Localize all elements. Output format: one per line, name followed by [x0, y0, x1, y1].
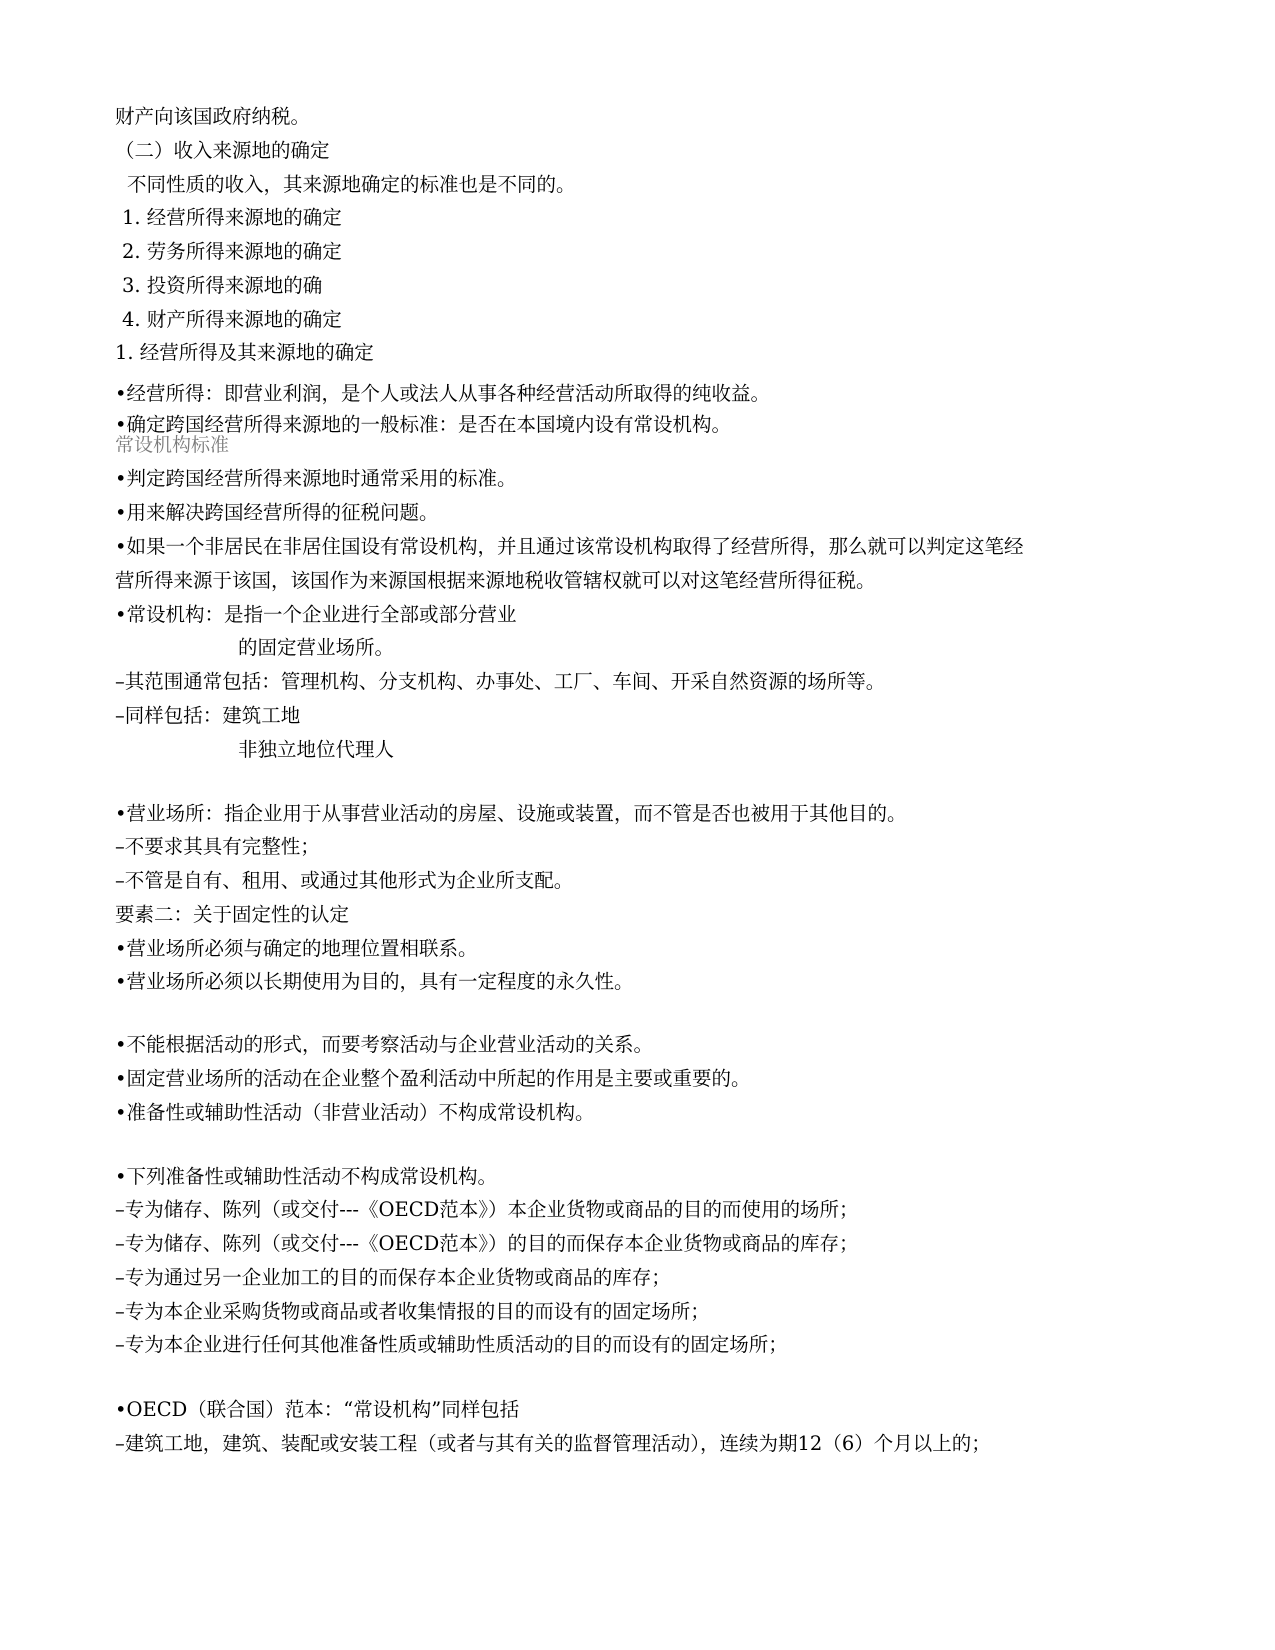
text-line: 的固定营业场所。 — [238, 636, 395, 659]
section-label: 常设机构标准 — [115, 434, 230, 456]
list-item: 4. 财产所得来源地的确定 — [122, 308, 342, 331]
bullet-item: •营业场所：指企业用于从事营业活动的房屋、设施或装置，而不管是否也被用于其他目的。 — [115, 802, 907, 825]
list-item: 1. 经营所得来源地的确定 — [122, 206, 342, 229]
bullet-item: •常设机构：是指一个企业进行全部或部分营业 — [115, 603, 517, 626]
dash-item: –其范围通常包括：管理机构、分支机构、办事处、工厂、车间、开采自然资源的场所等。 — [115, 670, 886, 693]
dash-item: –专为本企业采购货物或商品或者收集情报的目的而设有的固定场所； — [115, 1300, 710, 1323]
dash-item: –建筑工地，建筑、装配或安装工程（或者与其有关的监督管理活动），连续为期12（6）个月以上的； — [115, 1432, 991, 1455]
bullet-item: •固定营业场所的活动在企业整个盈利活动中所起的作用是主要或重要的。 — [115, 1067, 751, 1090]
dash-item: –不要求其具有完整性； — [115, 835, 320, 858]
bullet-item: •营业场所必须与确定的地理位置相联系。 — [115, 937, 478, 960]
dash-item: –专为储存、陈列（或交付---《OECD范本》）的目的而保存本企业货物或商品的库存； — [115, 1232, 859, 1255]
bullet-item: •用来解决跨国经营所得的征税问题。 — [115, 501, 439, 524]
list-item: 3. 投资所得来源地的确 — [122, 274, 323, 297]
subsection-heading: 1. 经营所得及其来源地的确定 — [115, 341, 374, 364]
bullet-item: •如果一个非居民在非居住国设有常设机构，并且通过该常设机构取得了经营所得，那么就可以判定这笔经 — [115, 535, 1024, 558]
list-item: 2. 劳务所得来源地的确定 — [122, 240, 342, 263]
text-line: 营所得来源于该国，该国作为来源国根据来源地税收管辖权就可以对这笔经营所得征税。 — [115, 569, 876, 592]
bullet-item: •下列准备性或辅助性活动不构成常设机构。 — [115, 1165, 498, 1188]
dash-item: –专为本企业进行任何其他准备性质或辅助性质活动的目的而设有的固定场所； — [115, 1333, 788, 1356]
text-line: 财产向该国政府纳税。 — [115, 105, 311, 128]
section-heading: 要素二：关于固定性的认定 — [115, 903, 350, 926]
bullet-item: •准备性或辅助性活动（非营业活动）不构成常设机构。 — [115, 1101, 595, 1124]
bullet-item: •营业场所必须以长期使用为目的，具有一定程度的永久性。 — [115, 970, 634, 993]
text-line: 非独立地位代理人 — [238, 738, 395, 761]
dash-item: –专为通过另一企业加工的目的而保存本企业货物或商品的库存； — [115, 1266, 671, 1289]
section-heading: （二）收入来源地的确定 — [115, 139, 330, 162]
bullet-item: •经营所得：即营业利润，是个人或法人从事各种经营活动所取得的纯收益。 — [115, 382, 771, 405]
dash-item: –专为储存、陈列（或交付---《OECD范本》）本企业货物或商品的目的而使用的场所； — [115, 1198, 859, 1221]
dash-item: –不管是自有、租用、或通过其他形式为企业所支配。 — [115, 869, 574, 892]
bullet-item: •确定跨国经营所得来源地的一般标准：是否在本国境内设有常设机构。 — [115, 413, 732, 436]
bullet-item: •OECD（联合国）范本：“常设机构”同样包括 — [115, 1398, 520, 1421]
bullet-item: •判定跨国经营所得来源地时通常采用的标准。 — [115, 467, 517, 490]
bullet-item: •不能根据活动的形式，而要考察活动与企业营业活动的关系。 — [115, 1033, 654, 1056]
dash-item: –同样包括：建筑工地 — [115, 704, 301, 727]
text-line: 不同性质的收入，其来源地确定的标准也是不同的。 — [127, 173, 576, 196]
